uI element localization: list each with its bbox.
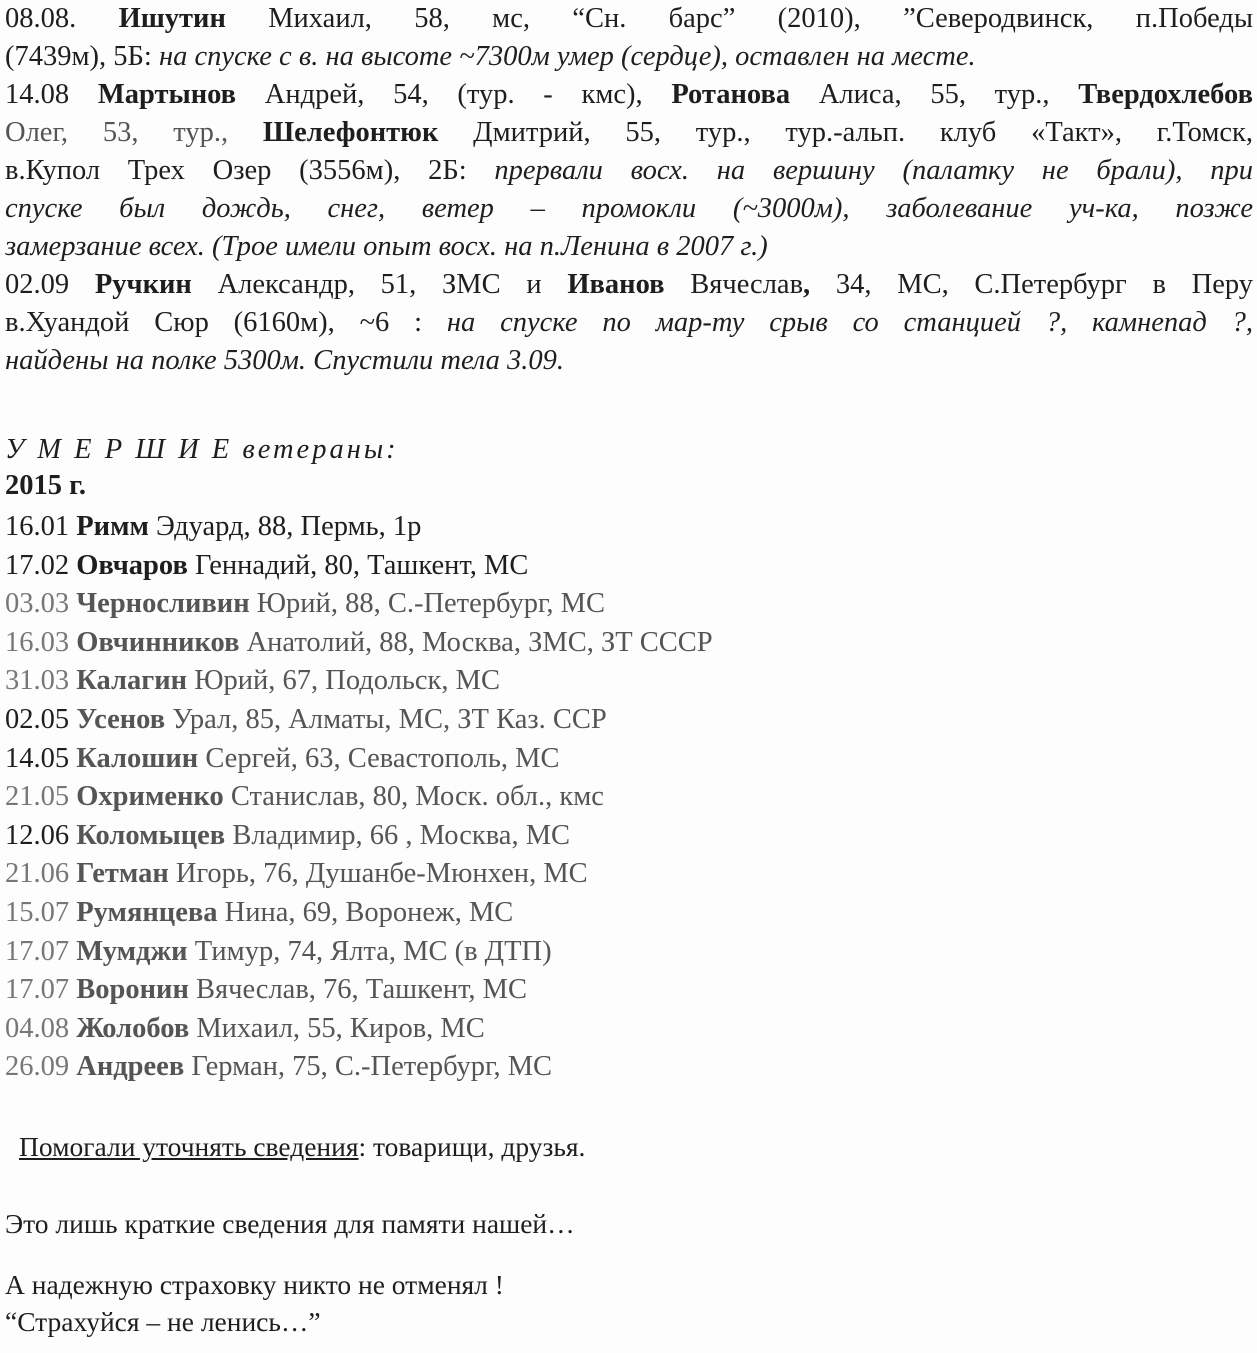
- veteran-details: Геннадий, 80, Ташкент, МС: [187, 549, 529, 581]
- record-text: 02.09: [5, 269, 95, 300]
- record-line: [5, 152, 1253, 190]
- record-text: 34, МС, С.Петербург в Перу: [810, 269, 1253, 300]
- veteran-date: 16.01: [5, 511, 77, 542]
- veteran-surname: Римм: [76, 511, 149, 542]
- record-text: Вячеслав: [664, 269, 804, 300]
- helped-line: [5, 1128, 1253, 1166]
- accident-record: [5, 266, 1253, 380]
- veteran-details: Михаил, 55, Киров, МС: [189, 1012, 485, 1044]
- record-text: Алиса, 55, тур.,: [790, 79, 1079, 110]
- veteran-details: Герман, 75, С.-Петербург, МС: [184, 1051, 553, 1083]
- veteran-date: 03.03: [5, 588, 77, 620]
- accident-record: [5, 76, 1253, 266]
- veteran-date: 21.06: [5, 858, 77, 890]
- record-text: прервали восх. на вершину (палатку не брали), при: [494, 155, 1253, 186]
- veteran-date: 21.05: [5, 781, 77, 813]
- record-line: [5, 266, 1253, 304]
- record-text: Олег, 53, тур.,: [5, 117, 263, 148]
- veteran-surname: Коломыцев: [76, 819, 226, 851]
- veteran-entry: [5, 933, 1253, 972]
- veteran-entry: [5, 778, 1253, 817]
- record-text: на спуске с в. на высоте ~7300м умер (сердце), оставлен на месте.: [158, 41, 976, 72]
- record-text: найдены на полке 5300м. Спустили тела 3.09.: [5, 345, 565, 376]
- veteran-date: 14.05: [5, 742, 77, 774]
- person-surname: Ротанова: [671, 79, 791, 110]
- record-text: Александр, 51, ЗМС и: [191, 269, 568, 300]
- person-surname: Ручкин: [94, 269, 192, 300]
- veteran-entry: [5, 662, 1253, 701]
- veteran-details: Анатолий, 88, Москва, ЗМС, ЗТ СССР: [239, 626, 713, 658]
- record-line: [5, 304, 1253, 342]
- veteran-date: 16.03: [5, 626, 77, 658]
- insurance-block: [5, 1266, 1253, 1340]
- record-line: [5, 342, 1253, 380]
- veteran-surname: Овчаров: [76, 549, 188, 581]
- record-line: [5, 190, 1253, 228]
- helped-rest: : товарищи, друзья.: [358, 1131, 586, 1162]
- veteran-date: 26.09: [5, 1051, 77, 1083]
- record-text: 14.08: [5, 79, 98, 110]
- veteran-details: Эдуард, 88, Пермь, 1р: [148, 511, 422, 542]
- record-text: в.Купол Трех Озер (3556м), 2Б:: [5, 155, 495, 186]
- footer-notes: [5, 1128, 1253, 1166]
- record-text: Дмитрий, 55, тур., тур.-альп. клуб «Такт», г.Томск,: [438, 117, 1253, 148]
- veteran-details: Юрий, 67, Подольск, МС: [187, 665, 500, 697]
- record-text: спуске был дождь, снег, ветер – промокли (~3000м), заболевание уч-ка, позже: [5, 193, 1253, 224]
- record-text: Андрей, 54, (тур. - кмс),: [236, 79, 672, 110]
- slogan: “Страхуйся – не ленись…”: [5, 1306, 321, 1337]
- veteran-surname: Усенов: [76, 703, 166, 735]
- insurance-note: А надежную страховку никто не отменял !: [5, 1269, 504, 1300]
- veteran-surname: Овчинников: [76, 626, 240, 658]
- person-surname: Ишутин: [118, 3, 226, 34]
- record-text: (7439м), 5Б:: [5, 41, 159, 72]
- veteran-date: 15.07: [5, 896, 77, 928]
- veteran-details: Тимур, 74, Ялта, МС (в ДТП): [187, 935, 552, 967]
- veteran-date: 12.06: [5, 819, 77, 851]
- veterans-section: [5, 432, 1253, 504]
- veterans-list: [5, 508, 1253, 1087]
- record-line: [5, 228, 1253, 266]
- person-surname: Твердохлебов: [1078, 79, 1253, 110]
- veteran-details: Игорь, 76, Душанбе-Мюнхен, МС: [168, 858, 588, 890]
- veteran-details: Урал, 85, Алматы, МС, ЗТ Каз. ССР: [165, 703, 607, 735]
- veteran-entry: [5, 508, 1253, 547]
- accident-record: [5, 0, 1253, 76]
- veteran-date: 02.05: [5, 703, 77, 735]
- memory-note: [5, 1205, 1253, 1243]
- record-text: на спуске по мар-ту срыв со станцией ?, камнепад ?,: [446, 307, 1253, 338]
- veteran-entry: [5, 894, 1253, 933]
- veteran-entry: [5, 585, 1253, 624]
- veteran-entry: [5, 817, 1253, 856]
- veteran-details: Станислав, 80, Моск. обл., кмс: [223, 781, 604, 813]
- record-text: Михаил, 58, мс, “Сн. барс” (2010), ”Северодвинск, п.Победы: [225, 3, 1253, 34]
- person-surname: Иванов: [567, 269, 665, 300]
- veteran-details: Владимир, 66 , Москва, МС: [225, 819, 571, 851]
- veteran-details: Сергей, 63, Севастополь, МС: [198, 742, 560, 774]
- veteran-entry: [5, 1010, 1253, 1049]
- section-title: У М Е Р Ш И Е ветераны:: [5, 434, 399, 465]
- person-surname: Мартынов: [97, 79, 237, 110]
- veteran-details: Юрий, 88, С.-Петербург, МС: [249, 588, 606, 620]
- veteran-entry: [5, 971, 1253, 1010]
- veteran-surname: Калошин: [76, 742, 199, 774]
- record-line: [5, 114, 1253, 152]
- veteran-date: 31.03: [5, 665, 77, 697]
- veteran-surname: Воронин: [76, 974, 189, 1006]
- year-heading: 2015 г.: [5, 470, 86, 501]
- veteran-surname: Калагин: [76, 665, 188, 697]
- veteran-entry: [5, 547, 1253, 586]
- veteran-entry: [5, 701, 1253, 740]
- veteran-surname: Андреев: [76, 1051, 185, 1083]
- veteran-date: 17.02: [5, 549, 77, 581]
- veteran-details: Вячеслав, 76, Ташкент, МС: [188, 974, 528, 1006]
- accident-records: [5, 0, 1253, 380]
- veteran-surname: Жолобов: [76, 1012, 190, 1044]
- veteran-details: Нина, 69, Воронеж, МС: [217, 896, 514, 928]
- veteran-entry: [5, 855, 1253, 894]
- veteran-entry: [5, 624, 1253, 663]
- veteran-date: 17.07: [5, 974, 77, 1006]
- veteran-date: 04.08: [5, 1012, 77, 1044]
- memory-note-text: Это лишь краткие сведения для памяти нашей…: [5, 1208, 575, 1239]
- veteran-surname: Мумджи: [76, 935, 188, 967]
- record-line: [5, 76, 1253, 114]
- person-surname: ,: [803, 269, 811, 300]
- veteran-surname: Охрименко: [76, 781, 224, 813]
- veteran-surname: Черносливин: [76, 588, 250, 620]
- veteran-entry: [5, 740, 1253, 779]
- helped-label: Помогали уточнять сведения: [19, 1131, 359, 1162]
- record-text: замерзание всех. (Трое имели опыт восх. на п.Ленина в 2007 г.): [5, 231, 768, 262]
- record-text: в.Хуандой Сюр (6160м), ~6 :: [5, 307, 447, 338]
- veteran-entry: [5, 1048, 1253, 1087]
- record-line: [5, 0, 1253, 38]
- veteran-surname: Гетман: [76, 858, 169, 890]
- person-surname: Шелефонтюк: [262, 117, 439, 148]
- record-text: 08.08.: [5, 3, 119, 34]
- record-line: [5, 38, 1253, 76]
- veteran-date: 17.07: [5, 935, 77, 967]
- veteran-surname: Румянцева: [76, 896, 218, 928]
